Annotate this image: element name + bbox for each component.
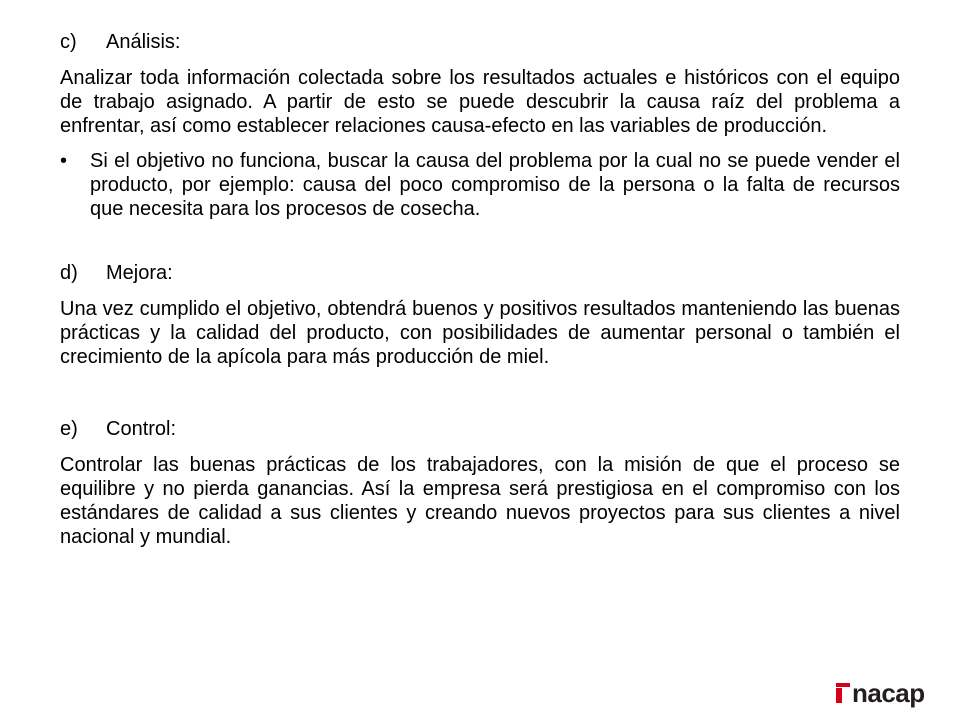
section-title: Control: <box>106 418 177 440</box>
section-paragraph: Una vez cumplido el objetivo, obtendrá buenos y positivos resultados manteniendo las buenas prácticas y la calidad del producto, con posibilidades de aumentar personal o también el crecimiento de la apícola para más producción de miel. <box>60 298 900 368</box>
bullet-text: Si el objetivo no funciona, buscar la causa del problema por la cual no se puede vender el producto, por ejemplo: causa del poco compromiso de la persona o la falta de recursos que necesita para los procesos de cosecha. <box>90 150 900 220</box>
section-title: Análisis: <box>106 31 181 53</box>
section-paragraph: Controlar las buenas prácticas de los trabajadores, con la misión de que el proceso se equilibre y no pierda ganancias. Así la empresa será prestigiosa en el compromiso con los estándares de calidad a sus clientes y creando nuevos proyectos para sus clientes a nivel nacional y mundial. <box>60 454 900 548</box>
section-control <box>60 417 900 549</box>
logo-text: nacap <box>852 678 925 708</box>
section-paragraph: Analizar toda información colectada sobre los resultados actuales e históricos con el equipo de trabajo asignado. A partir de esto se puede descubrir la causa raíz del problema a enfrentar, así como establecer relaciones causa-efecto en las variables de producción. <box>60 67 900 137</box>
bullet-item <box>60 149 900 221</box>
slide-content <box>60 30 900 549</box>
section-mejora <box>60 261 900 369</box>
section-heading <box>60 261 900 285</box>
logo-i-mark-icon <box>836 683 850 703</box>
section-marker: d) <box>60 262 78 284</box>
section-marker: e) <box>60 418 78 440</box>
section-analisis <box>60 30 900 221</box>
section-title: Mejora: <box>106 262 173 284</box>
bullet-icon: • <box>60 150 68 172</box>
section-heading <box>60 417 900 441</box>
inacap-logo <box>836 680 925 706</box>
section-marker: c) <box>60 31 77 53</box>
section-heading <box>60 30 900 54</box>
